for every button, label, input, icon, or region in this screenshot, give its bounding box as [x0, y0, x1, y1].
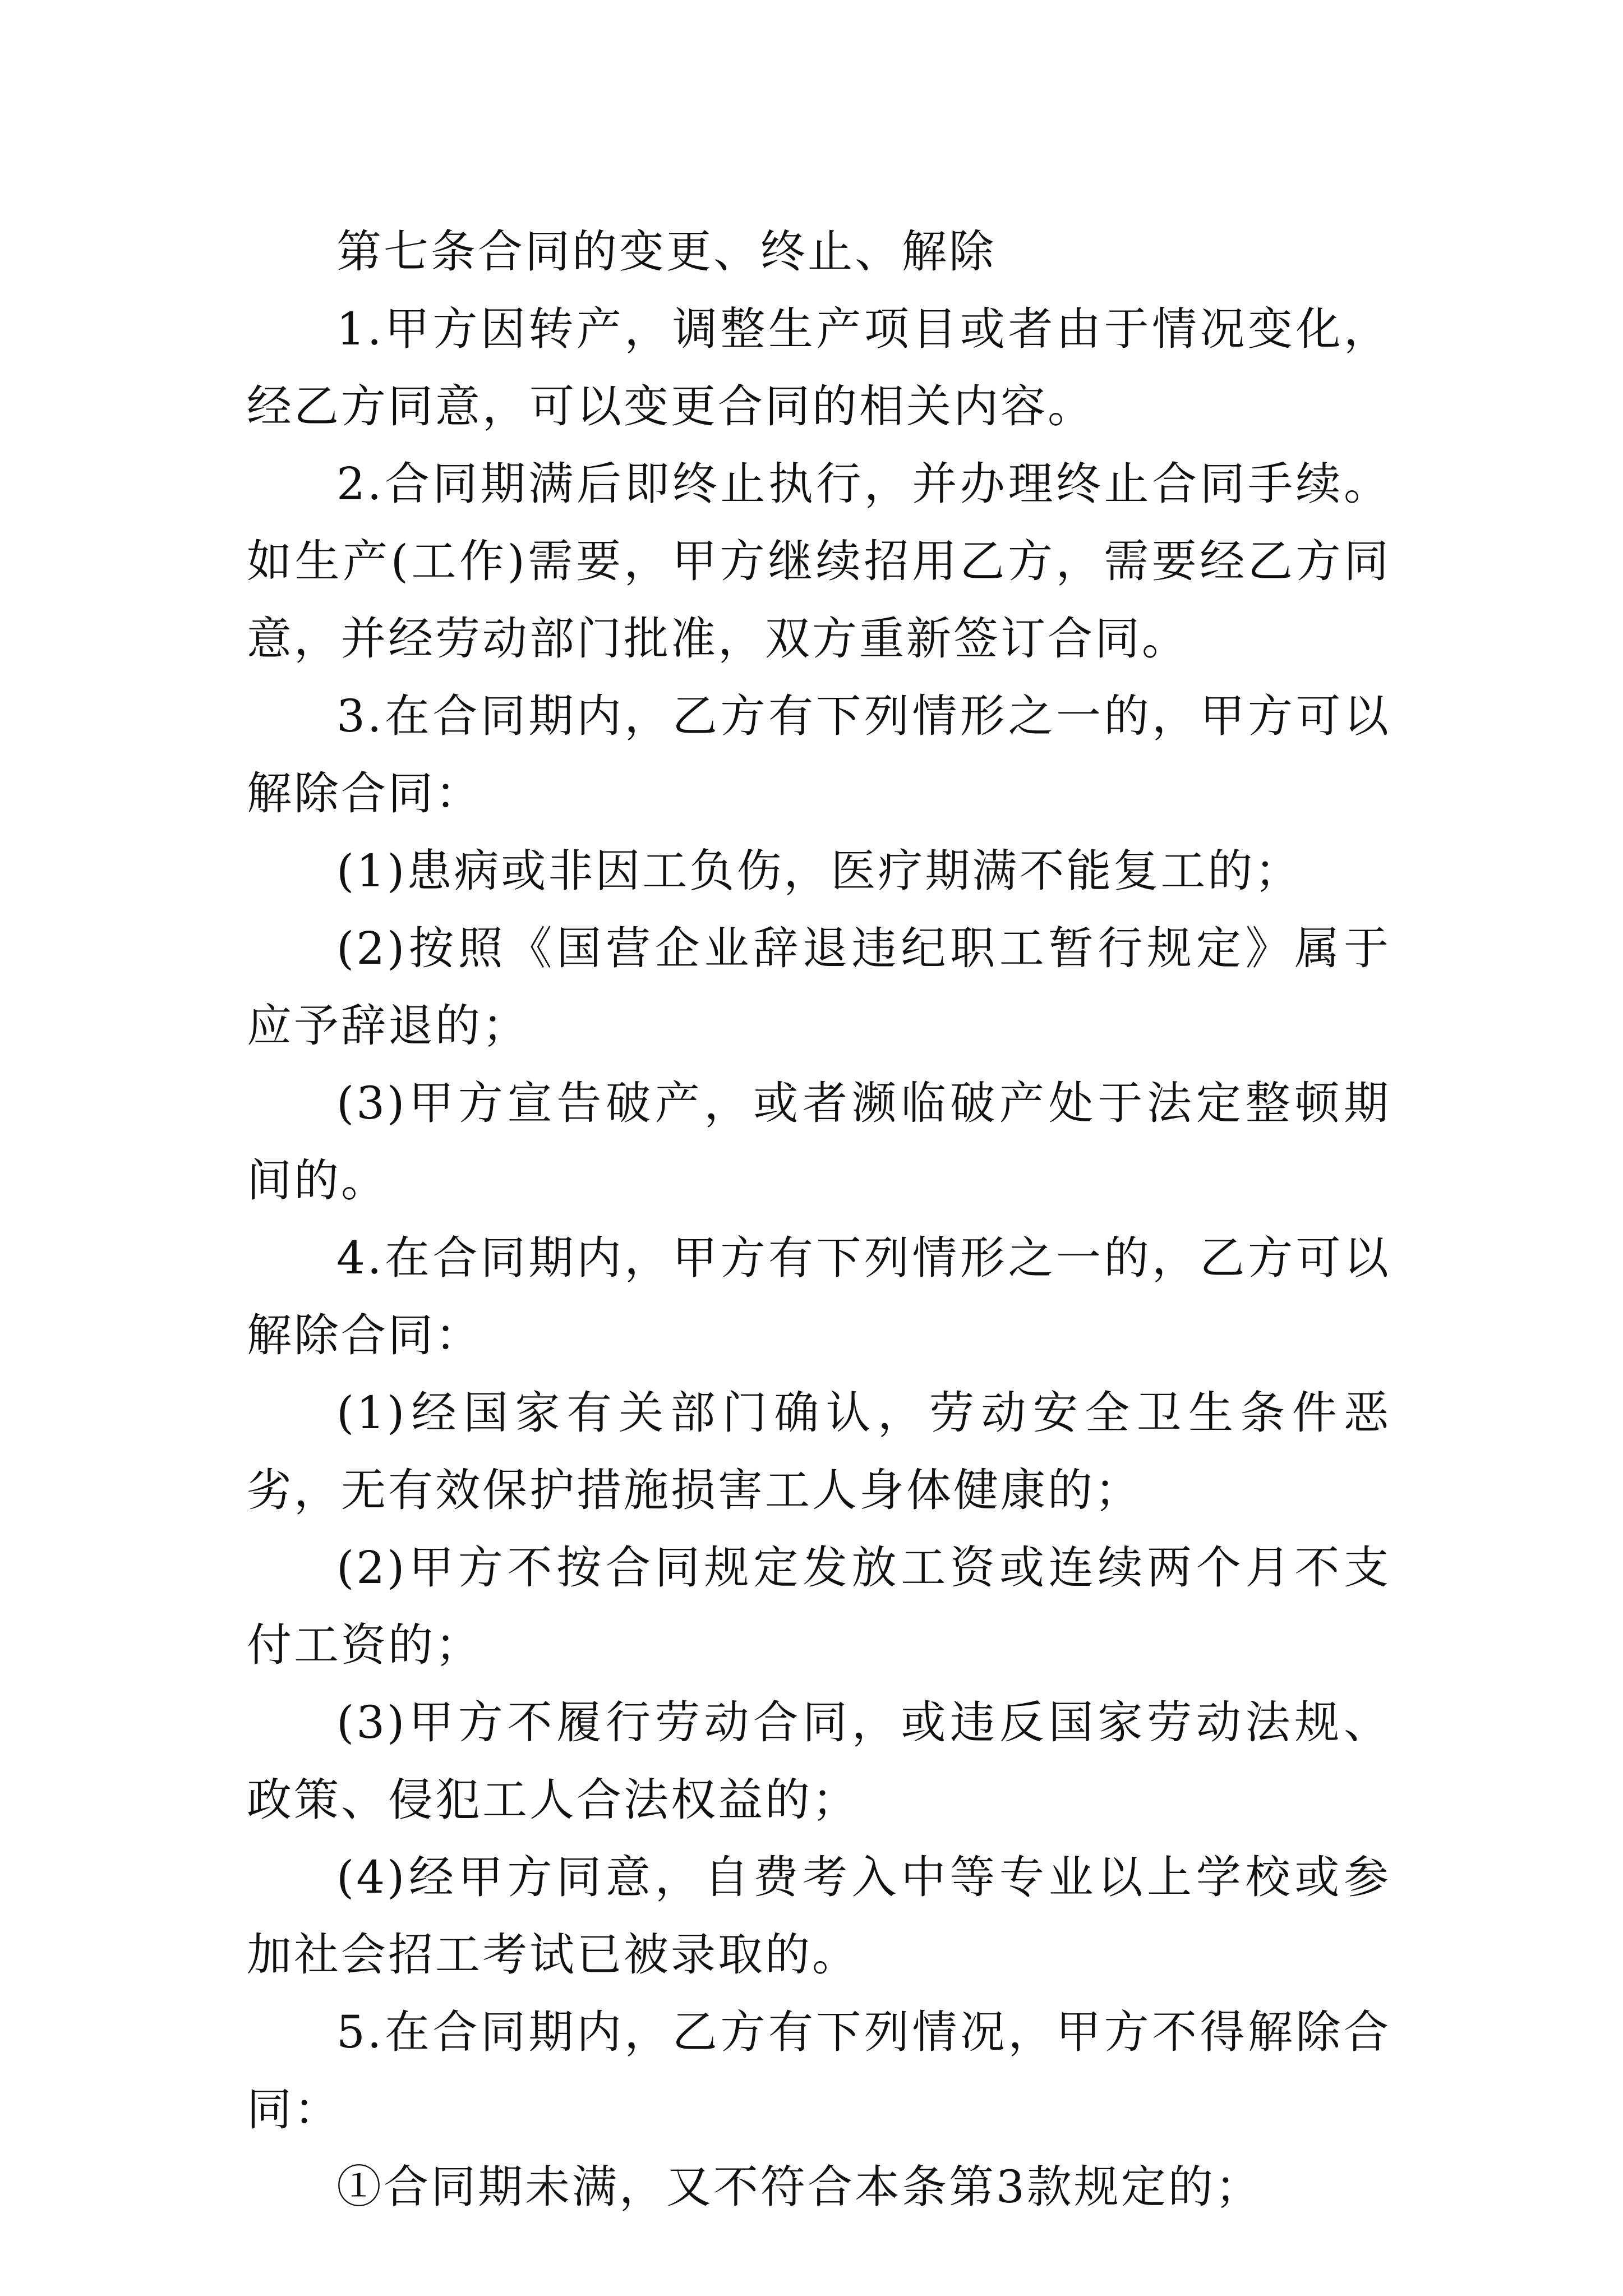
- clause-4: 4.在合同期内，甲方有下列情形之一的，乙方可以解除合同：: [247, 1232, 1391, 1361]
- clause-3-item-3: (3)甲方宣告破产，或者濒临破产处于法定整顿期间的。: [247, 1077, 1391, 1207]
- clause-4-item-4: (4)经甲方同意，自费考入中等专业以上学校或参加社会招工考试已被录取的。: [247, 1851, 1391, 1981]
- clause-3-item-1: (1)患病或非因工负伤，医疗期满不能复工的；: [336, 845, 1302, 897]
- clause-4-item-1: (1)经国家有关部门确认，劳动安全卫生条件恶劣，无有效保护措施损害工人身体健康的；: [247, 1387, 1391, 1516]
- clause-5: 5.在合同期内，乙方有下列情况，甲方不得解除合同：: [247, 2006, 1391, 2136]
- clause-3: 3.在合同期内，乙方有下列情形之一的，甲方可以解除合同：: [247, 690, 1391, 820]
- clause-2: 2.合同期满后即终止执行，并办理终止合同手续。如生产(工作)需要，甲方继续招用乙方，需要经乙方同意，并经劳动部门批准，双方重新签订合同。: [247, 458, 1391, 665]
- article-heading: 第七条合同的变更、终止、解除: [336, 226, 996, 278]
- clause-4-item-3: (3)甲方不履行劳动合同，或违反国家劳动法规、政策、侵犯工人合法权益的；: [247, 1696, 1391, 1826]
- clause-4-item-2: (2)甲方不按合同规定发放工资或连续两个月不支付工资的；: [247, 1542, 1391, 1671]
- clause-5-item-1: ①合同期未满，又不符合本条第3款规定的；: [336, 2161, 1262, 2213]
- clause-3-item-2: (2)按照《国营企业辞退违纪职工暂行规定》属于应予辞退的；: [247, 922, 1391, 1052]
- document-body: [247, 213, 1391, 2226]
- clause-1: 1.甲方因转产，调整生产项目或者由于情况变化，经乙方同意，可以变更合同的相关内容。: [247, 303, 1391, 432]
